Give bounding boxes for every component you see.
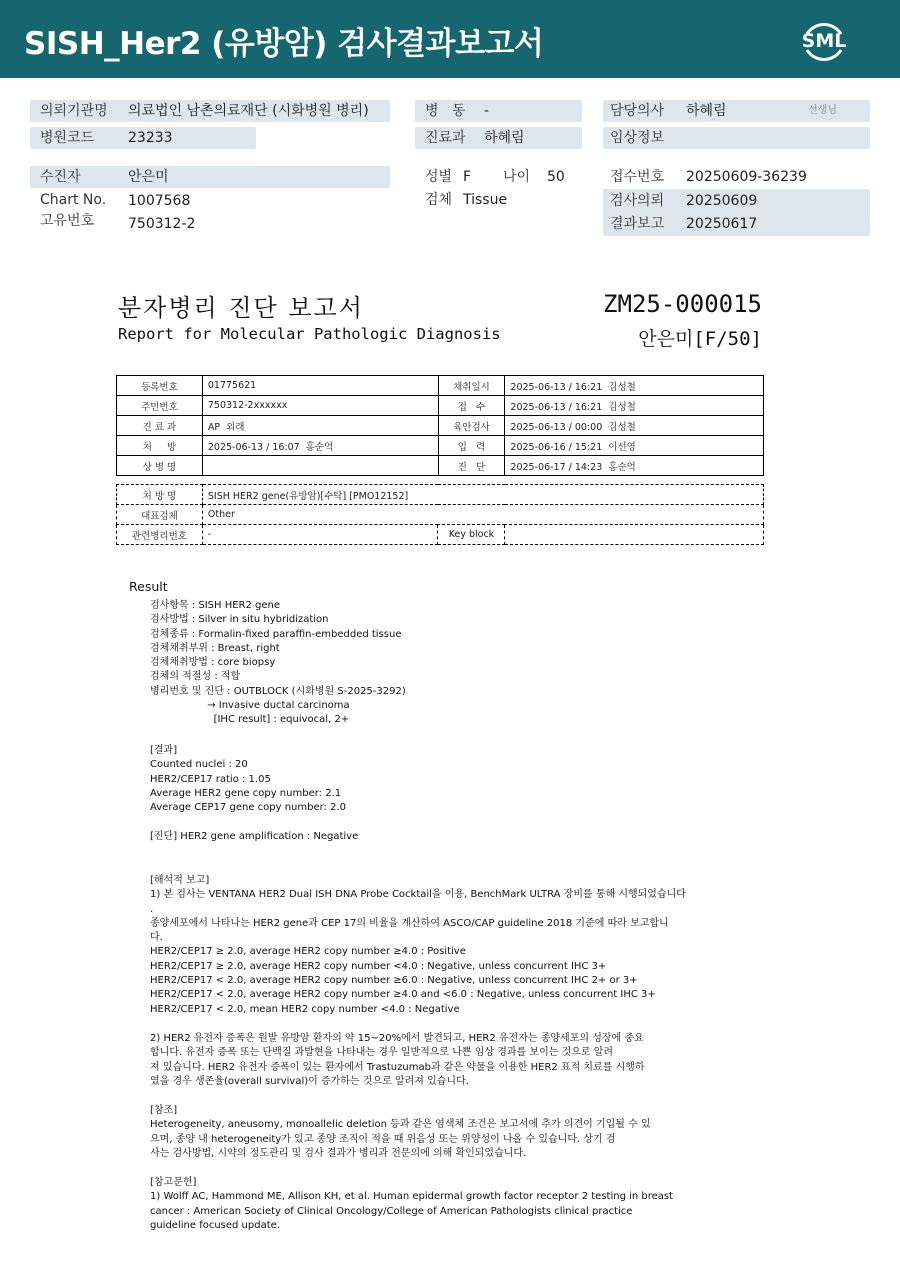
table-cell-label: 육안검사 [438, 416, 505, 436]
rep-specimen-value: Other [202, 505, 763, 525]
institution-value: 의료법인 남촌의료재단 (시화병원 병리) [128, 103, 369, 119]
table-cell-value: AP 외래 [202, 416, 438, 436]
result-block-items: 검사항목 : SISH HER2 gene 검사방법 : Silver in situ hybridization 검체종류 : Formalin-fixed paraffin-embedded tissue 검체채취부위 : Breast, right 검체채취방법 : core biopsy 검체의 적절성 : 적합 병리번호 및 진단 : OUTBLOCK (시화병원 S-2025-3292) → Invasive ductal carcinoma [IHC result] : equivocal, 2+ [150, 600, 406, 726]
ward-value: - [484, 103, 490, 119]
result-heading: Result [129, 579, 168, 594]
table-row [117, 416, 764, 436]
doctor-suffix: 선생님 [808, 105, 837, 116]
report-number: ZM25-000015 [603, 290, 762, 318]
age-value: 50 [547, 169, 565, 185]
page-title: SISH_Her2 (유방암) 검사결과보고서 [24, 26, 544, 62]
patient-row-bg [30, 166, 390, 188]
clinical-label: 임상정보 [610, 130, 665, 146]
table-cell-label: 진 단 [438, 456, 505, 476]
table-cell-label: 채취일시 [438, 376, 505, 396]
report-title-en: Report for Molecular Pathologic Diagnosis [118, 325, 501, 343]
uid-value: 750312-2 [128, 216, 196, 232]
table-cell-label: 상 병 명 [117, 456, 203, 476]
receipt-value: 20250609-36239 [686, 169, 807, 185]
specimen-value: Tissue [463, 192, 508, 208]
sml-logo [797, 14, 851, 68]
table-cell-label: 등록번호 [117, 376, 203, 396]
table-cell-value: 2025-06-13 / 16:07 홍순억 [202, 436, 438, 456]
table-cell-label: 처 방 [117, 436, 203, 456]
table-cell-label: 진 료 과 [117, 416, 203, 436]
rep-specimen-label: 대표검체 [117, 505, 203, 525]
key-block-label: Key block [438, 525, 505, 545]
table-cell-label: 입 력 [438, 436, 505, 456]
doctor-value: 하혜림 [686, 103, 727, 119]
result-block-interpretation: [해석적 보고] 1) 본 검사는 VENTANA HER2 Dual ISH DNA Probe Cocktail을 이용, BenchMark ULTRA 장비를 통해 시행되었습니다 . 종양세포에서 나타나는 HER2 gene과 CEP 17의 비율을 계산하여 ASCO/CAP guideline 2018 기준에 따라 보고합니 다. HER2/CEP17 ≥ 2.0, average HER2 copy number ≥4.0 : Positive HER2/CEP17 ≥ 2.0, average HER2 copy number <4.0 : Negative, unless concurrent IHC 3+ HER2/CEP17 < 2.0, average HER2 copy number ≥6.0 : Negative, unless concurrent IHC 2+ or 3+ HER2/CEP17 < 2.0, average HER2 copy number ≥4.0 and <6.0 : Negative, unless concurrent IHC 3+ HER2/CEP17 < 2.0, mean HER2 copy number <4.0 : Negative [150, 875, 686, 1015]
table-cell-value: 2025-06-13 / 16:21 김성철 [505, 376, 764, 396]
table-cell-value: 2025-06-16 / 15:21 이선영 [505, 436, 764, 456]
table-cell-value: 01775621 [202, 376, 438, 396]
logo-text: SML [801, 30, 847, 52]
request-label: 검사의뢰 [610, 193, 665, 209]
specimen-label: 검체 [425, 192, 453, 208]
report-value: 20250617 [686, 216, 758, 232]
result-block-literature: [참고문헌] 1) Wolff AC, Hammond ME, Allison KH, et al. Human epidermal growth factor receptor 2 testing in breast cancer : American Society of Clinical Oncology/College of American Pathologists clinical practice guideline focused update. [150, 1177, 674, 1231]
order-table [116, 484, 764, 545]
patient-label: 수진자 [40, 169, 81, 185]
patient-value: 안은미 [128, 169, 169, 185]
header-bar [0, 0, 900, 78]
table-cell-label: 접 수 [438, 396, 505, 416]
report-title-ko: 분자병리 진단 보고서 [118, 294, 364, 322]
order-label: 처 방 명 [117, 485, 203, 505]
table-row [117, 505, 764, 525]
uid-label: 고유번호 [40, 213, 95, 229]
table-row [117, 485, 764, 505]
age-label: 나이 [503, 169, 531, 185]
table-cell-value: 2025-06-13 / 16:21 김성철 [505, 396, 764, 416]
result-block-reference: [참조] Heterogeneity, aneusomy, monoallelic deletion 등과 같은 염색체 조건은 보고서에 추가 의견이 기입될 수 있 으며, 종양 내 heterogeneity가 있고 종양 조직이 적을 때 위음성 또는 위양성이 나올 수 있습니다. 상기 검 사는 검사방법, 시약의 정도관리 및 검사 결과가 병리과 전문의에 의해 확인되었습니다. [150, 1105, 651, 1159]
dept-label: 진료과 [425, 130, 466, 146]
key-block-value [505, 525, 764, 545]
order-value: SISH HER2 gene(유방암)[수탁] [PMO12152] [202, 485, 763, 505]
dept-value: 하혜림 [484, 130, 525, 146]
table-cell-value: 2025-06-13 / 00:00 김성철 [505, 416, 764, 436]
report-label: 결과보고 [610, 216, 665, 232]
doctor-label: 담당의사 [610, 103, 665, 119]
request-value: 20250609 [686, 193, 758, 209]
sex-value: F [463, 169, 472, 185]
table-row [117, 456, 764, 476]
related-path-label: 관련병리번호 [117, 525, 203, 545]
result-block-diagnosis: [진단] HER2 gene amplification : Negative [150, 831, 359, 842]
result-block-findings: [결과] Counted nuclei : 20 HER2/CEP17 ratio : 1.05 Average HER2 gene copy number: 2.1 Average CEP17 gene copy number: 2.0 [150, 745, 347, 814]
report-patient: 안은미[F/50] [638, 328, 762, 350]
receipt-label: 접수번호 [610, 169, 665, 185]
table-row [117, 396, 764, 416]
chart-no-value: 1007568 [128, 193, 191, 209]
registration-table [116, 375, 764, 476]
institution-label: 의뢰기관명 [40, 103, 108, 119]
ward-label: 병 동 [425, 103, 466, 119]
table-cell-label: 주민번호 [117, 396, 203, 416]
sex-label: 성별 [425, 169, 453, 185]
table-cell-value: 750312-2xxxxxx [202, 396, 438, 416]
table-row [117, 376, 764, 396]
table-row [117, 525, 764, 545]
hospital-code-value: 23233 [128, 130, 173, 146]
result-block-interpretation-2: 2) HER2 유전자 증폭은 원발 유방암 환자의 약 15~20%에서 발견되고, HER2 유전자는 종양세포의 성장에 중요 합니다. 유전자 증폭 또는 단백질 과발현을 나타내는 경우 일반적으로 나쁜 임상 경과를 보이는 것으로 알려 져 있습니다. HER2 유전자 증폭이 있는 환자에서 Trastuzumab과 같은 약물을 이용한 HER2 표적 치료를 시행하 였을 경우 생존율(overall survival)이 증가하는 것으로 알려져 있습니다. [150, 1033, 645, 1087]
hospital-code-label: 병원코드 [40, 130, 95, 146]
table-cell-value [202, 456, 438, 476]
table-cell-value: 2025-06-17 / 14:23 홍순억 [505, 456, 764, 476]
chart-no-label: Chart No. [40, 192, 107, 208]
related-path-value: - [202, 525, 438, 545]
table-row [117, 436, 764, 456]
